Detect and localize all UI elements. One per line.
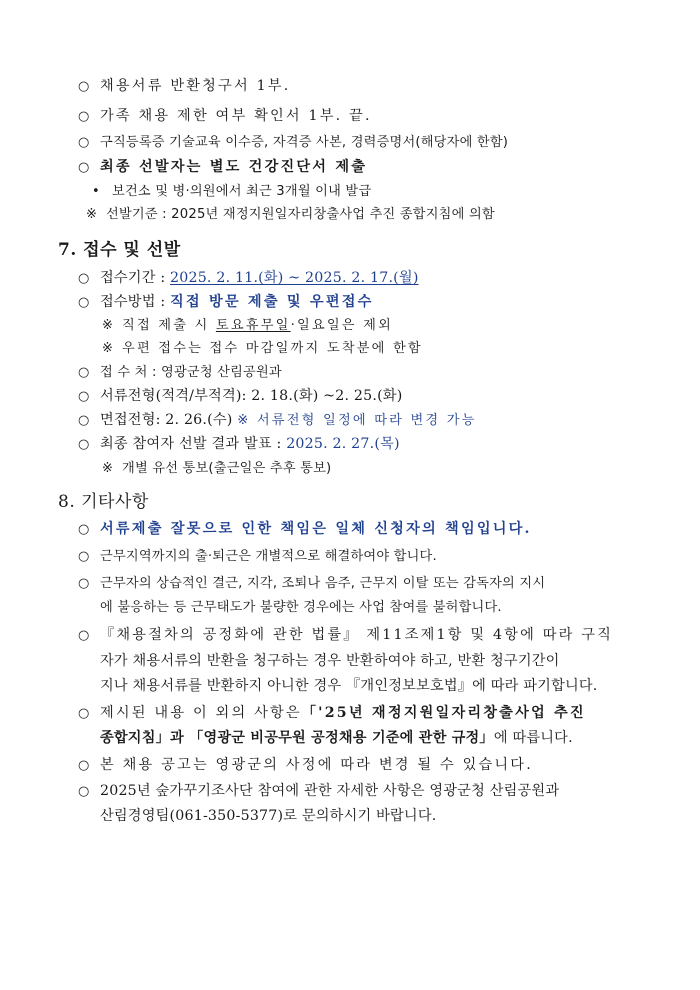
selection-criteria-note: ※ 선발기준 : 2025년 재정지원일자리창출사업 추진 종합지침에 의함 bbox=[86, 204, 495, 225]
final-announcement-date: 2025. 2. 27.(목) bbox=[286, 436, 400, 452]
misc-item: ○ 제시된 내용 이 외의 사항은「'25년 재정지원일자리창출사업 추진 bbox=[78, 703, 586, 724]
circle-bullet-icon: ○ bbox=[78, 758, 90, 773]
misc-item: ○ 근무지역까지의 출·퇴근은 개별적으로 해결하여야 합니다. bbox=[78, 546, 437, 567]
application-period: ○ 접수기간 : 2025. 2. 11.(화) ~ 2025. 2. 17.(월) bbox=[78, 268, 419, 289]
attachment-item: ○ 가족 채용 제한 여부 확인서 1부. 끝. bbox=[78, 106, 372, 127]
section-7-title: 7. 접수 및 선발 bbox=[58, 240, 181, 260]
section-8-title: 8. 기타사항 bbox=[58, 492, 149, 512]
announcement-note: ※ 개별 유선 통보(출근일은 추후 통보) bbox=[102, 458, 331, 479]
method-note-2: ※ 우편 접수는 접수 마감일까지 도착분에 한함 bbox=[102, 338, 423, 359]
circle-bullet-icon: ○ bbox=[78, 271, 90, 286]
interview-note: ※ 서류전형 일정에 따라 변경 가능 bbox=[237, 413, 477, 428]
reference-mark-icon: ※ bbox=[102, 341, 114, 356]
misc-item-continued: 에 불응하는 등 근무태도가 불량한 경우에는 사업 참여를 불허합니다. bbox=[100, 600, 502, 615]
application-place: ○ 접 수 처 : 영광군청 산림공원과 bbox=[78, 362, 282, 383]
final-announcement: ○ 최종 참여자 선발 결과 발표 : 2025. 2. 27.(목) bbox=[78, 434, 400, 455]
circle-bullet-icon: ○ bbox=[78, 437, 90, 452]
circle-bullet-icon: ○ bbox=[78, 109, 90, 124]
circle-bullet-icon: ○ bbox=[78, 365, 90, 380]
circle-bullet-icon: ○ bbox=[78, 135, 90, 150]
attachment-item: ○ 채용서류 반환청구서 1부. bbox=[78, 76, 290, 97]
application-period-value: 2025. 2. 11.(화) ~ 2025. 2. 17.(월) bbox=[170, 270, 419, 286]
circle-bullet-icon: ○ bbox=[78, 522, 90, 537]
circle-bullet-icon: ○ bbox=[78, 389, 90, 404]
circle-bullet-icon: ○ bbox=[78, 79, 90, 94]
misc-item: ○ 서류제출 잘못으로 인한 책임은 일체 신청자의 책임입니다. bbox=[78, 519, 532, 540]
attachment-item: ○ 최종 선발자는 별도 건강진단서 제출 bbox=[78, 157, 367, 178]
misc-item-continued: 종합지침」과 「영광군 비공무원 공정채용 기준에 관한 규정」에 따릅니다. bbox=[100, 730, 573, 746]
reference-mark-icon: ※ bbox=[86, 207, 98, 222]
health-note: • 보건소 및 병·의원에서 최근 3개월 이내 발급 bbox=[92, 181, 371, 202]
circle-bullet-icon: ○ bbox=[78, 576, 90, 591]
circle-bullet-icon: ○ bbox=[78, 295, 90, 310]
circle-bullet-icon: ○ bbox=[78, 549, 90, 564]
dot-bullet-icon: • bbox=[92, 184, 100, 199]
reference-mark-icon: ※ bbox=[102, 461, 114, 476]
misc-item-continued: 자가 채용서류의 반환을 청구하는 경우 반환하여야 하고, 반환 청구기간이 bbox=[100, 653, 560, 669]
document-screening: ○ 서류전형(적격/부적격): 2. 18.(화) ~2. 25.(화) bbox=[78, 386, 402, 407]
application-method: ○ 접수방법 : 직접 방문 제출 및 우편접수 bbox=[78, 292, 374, 313]
circle-bullet-icon: ○ bbox=[78, 413, 90, 428]
circle-bullet-icon: ○ bbox=[78, 160, 90, 175]
interview-screening: ○ 면접전형: 2. 26.(수) ※ 서류전형 일정에 따라 변경 가능 bbox=[78, 410, 477, 431]
reference-mark-icon: ※ bbox=[102, 318, 114, 333]
application-method-value: 직접 방문 제출 및 우편접수 bbox=[170, 294, 374, 310]
circle-bullet-icon: ○ bbox=[78, 628, 90, 643]
misc-item-continued: 산림경영팀(061-350-5377)로 문의하시기 바랍니다. bbox=[100, 808, 437, 824]
misc-item: ○ 2025년 숲가꾸기조사단 참여에 관한 자세한 사항은 영광군청 산림공원과 bbox=[78, 781, 559, 802]
method-note-1: ※ 직접 제출 시 토요휴무일·일요일은 제외 bbox=[102, 315, 393, 336]
misc-item: ○ 본 채용 공고는 영광군의 사정에 따라 변경 될 수 있습니다. bbox=[78, 755, 533, 776]
attachment-item: ○ 구직등록증 기술교육 이수증, 자격증 사본, 경력증명서(해당자에 한함) bbox=[78, 132, 508, 153]
misc-item: ○ 『채용절차의 공정화에 관한 법률』 제11조제1항 및 4항에 따라 구직 bbox=[78, 625, 613, 646]
circle-bullet-icon: ○ bbox=[78, 706, 90, 721]
misc-item: ○ 근무자의 상습적인 결근, 지각, 조퇴나 음주, 근무지 이탈 또는 감독자의 지시 bbox=[78, 573, 545, 594]
circle-bullet-icon: ○ bbox=[78, 784, 90, 799]
misc-item-continued: 지나 채용서류를 반환하지 아니한 경우 『개인정보보호법』에 따라 파기합니다. bbox=[100, 678, 598, 694]
